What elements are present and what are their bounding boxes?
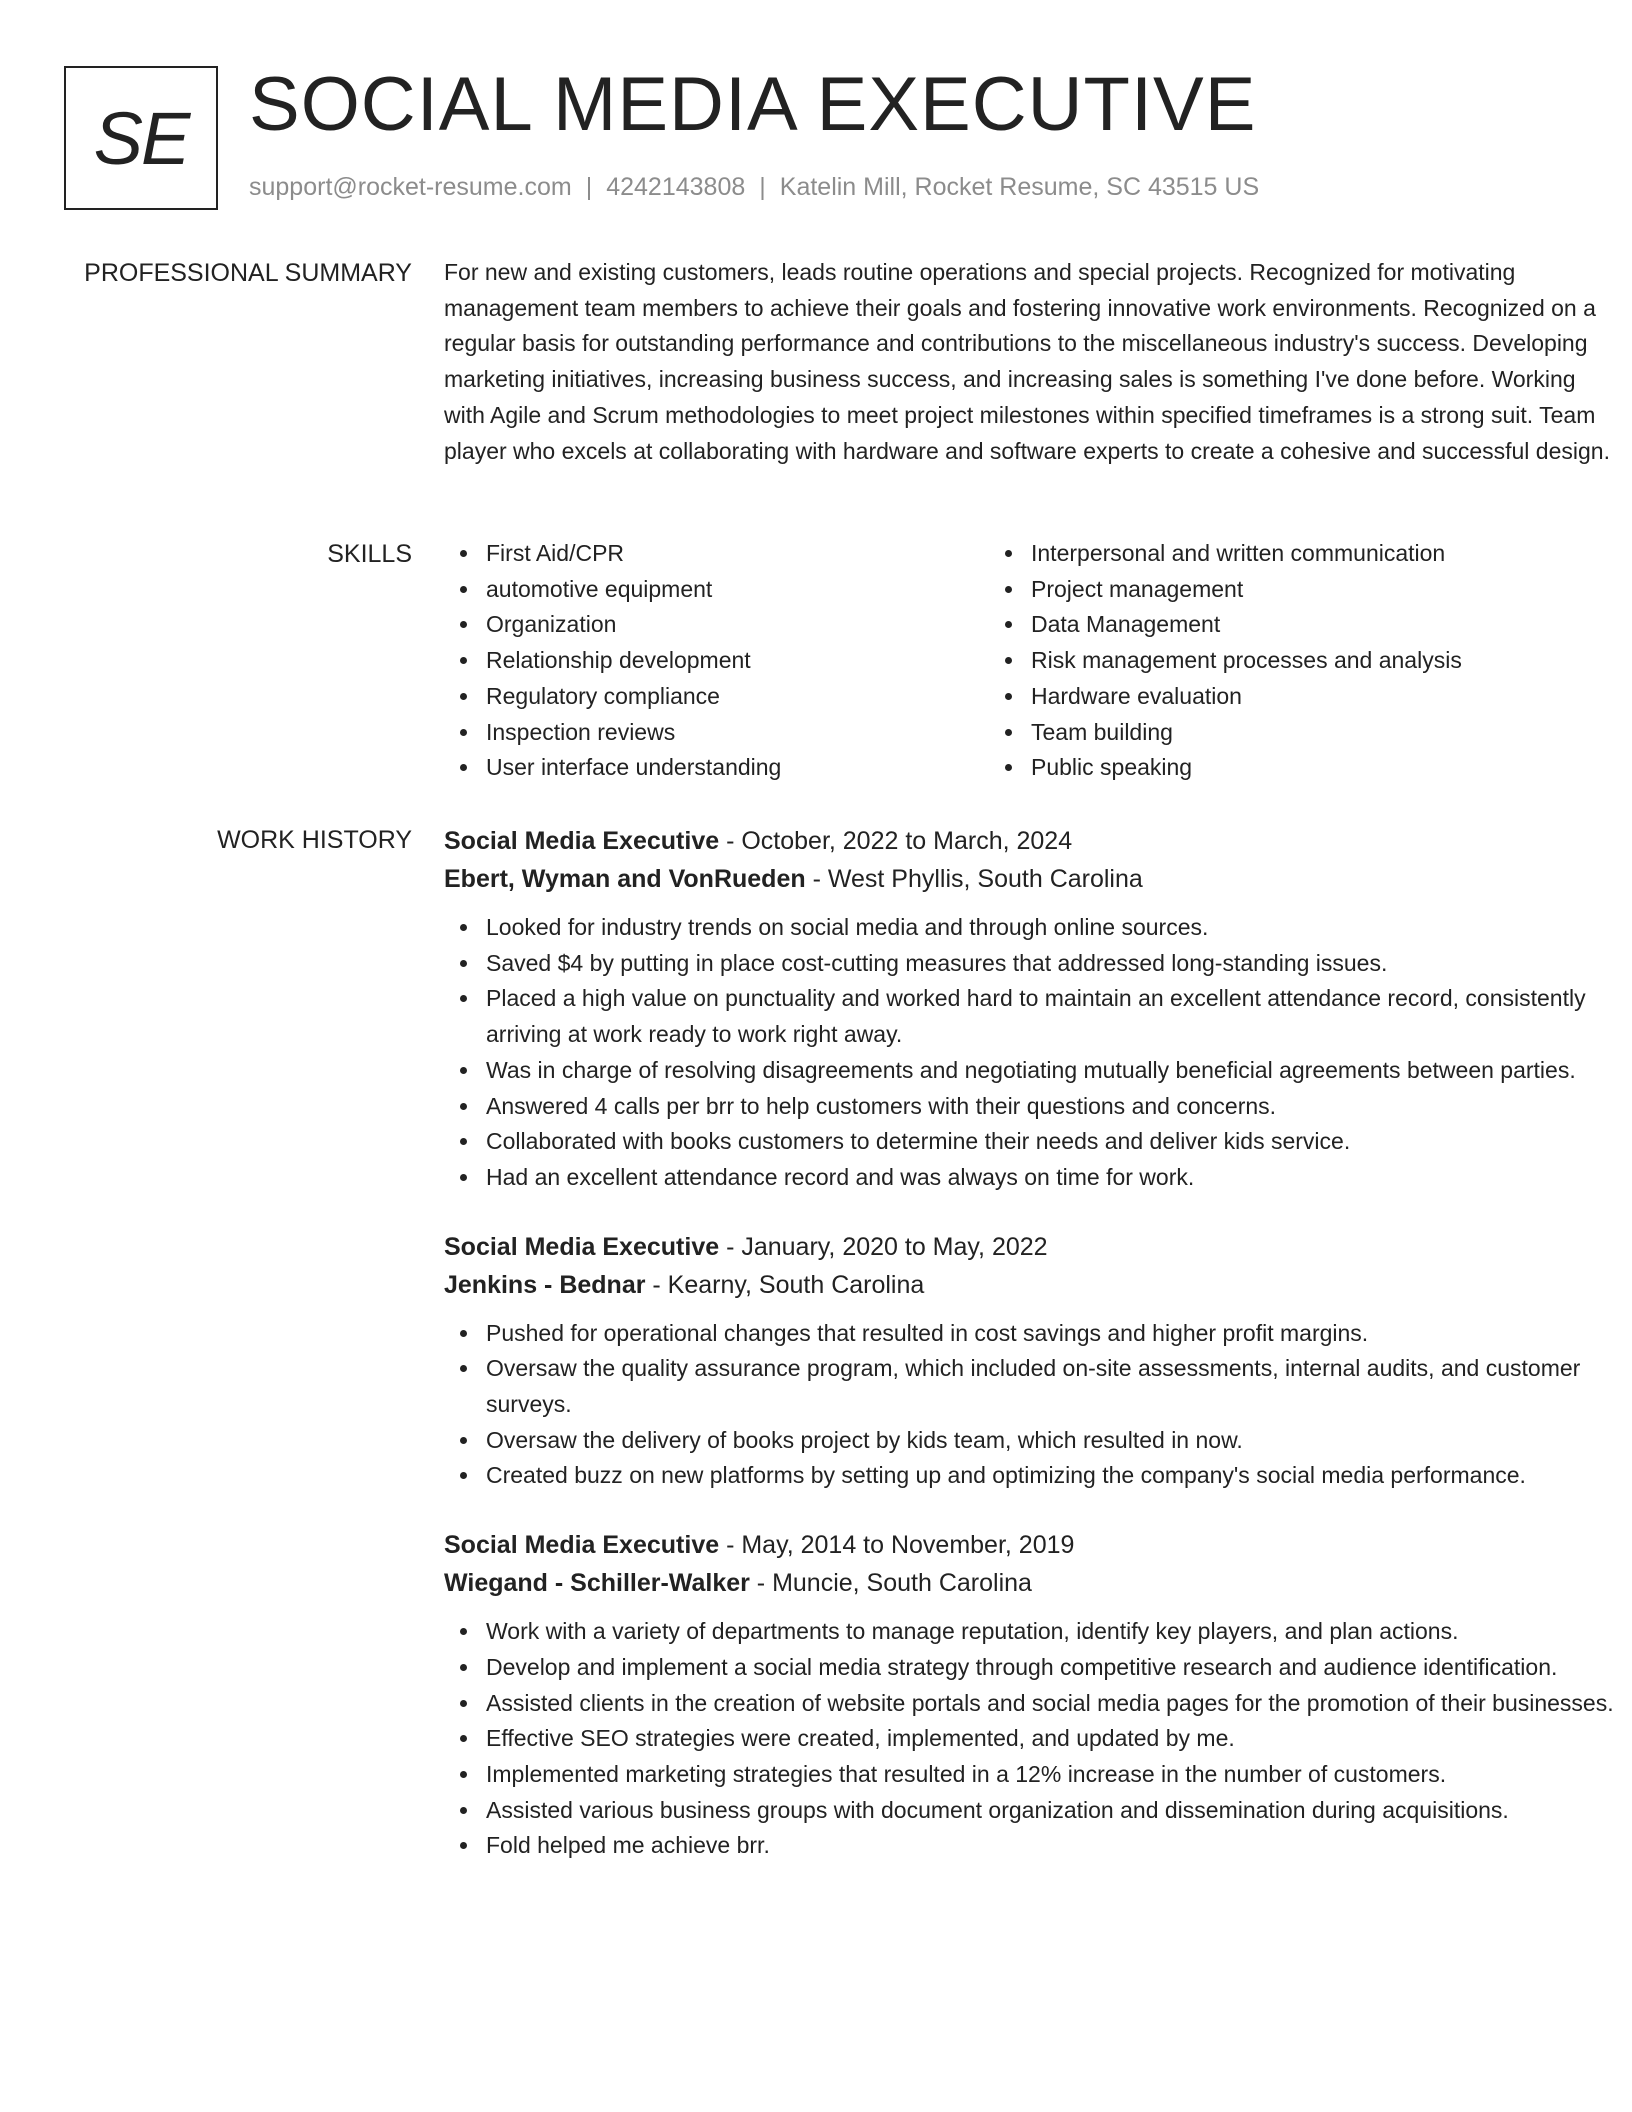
job-company-line bbox=[444, 1266, 1614, 1304]
job-location: - Muncie, South Carolina bbox=[749, 1569, 1032, 1598]
job-bullet: Implemented marketing strategies that resulted in a 12% increase in the number of customers. bbox=[486, 1757, 1614, 1793]
contact-separator: | bbox=[585, 173, 593, 201]
job-bullet: Assisted clients in the creation of website portals and social media pages for the promotion of their businesses. bbox=[486, 1686, 1614, 1722]
job-title-line bbox=[444, 1228, 1614, 1266]
skill-item: First Aid/CPR bbox=[486, 536, 989, 572]
job-bullet: Oversaw the delivery of books project by kids team, which resulted in now. bbox=[486, 1423, 1614, 1459]
skill-item: Risk management processes and analysis bbox=[1031, 643, 1534, 679]
job-bullet: Collaborated with books customers to determine their needs and deliver kids service. bbox=[486, 1124, 1614, 1160]
job-bullets bbox=[444, 910, 1614, 1196]
contact-line bbox=[249, 172, 1259, 202]
job-bullet: Fold helped me achieve brr. bbox=[486, 1828, 1614, 1864]
job-bullet: Was in charge of resolving disagreements and negotiating mutually beneficial agreements between parties. bbox=[486, 1053, 1614, 1089]
job-title: Social Media Executive bbox=[444, 827, 720, 855]
job-bullets bbox=[444, 1614, 1614, 1864]
job-bullet: Assisted various business groups with document organization and dissemination during acquisitions. bbox=[486, 1793, 1614, 1829]
contact-email: support@rocket-resume.com bbox=[249, 173, 572, 201]
job-company: Jenkins - Bednar bbox=[444, 1270, 646, 1299]
job-entry bbox=[444, 1228, 1614, 1495]
job-title: Social Media Executive bbox=[444, 1531, 720, 1560]
skill-item: Team building bbox=[1031, 715, 1534, 751]
job-bullet: Oversaw the quality assurance program, which included on-site assessments, internal audits, and customer surveys. bbox=[486, 1351, 1614, 1422]
resume-header bbox=[64, 62, 1568, 212]
summary-text: For new and existing customers, leads routine operations and special projects. Recognized for motivating management team members to achieve their goals and fostering innovative work environments. Recognized on a regular basis for outstanding performance and contributions to the miscellaneous industry's success. Developing marketing initiatives, increasing business success, and increasing sales is something I've done before. Working with Agile and Scrum methodologies to meet project milestones within specified timeframes is a strong suit. Team player who excels at collaborating with hardware and software experts to create a cohesive and successful design. bbox=[444, 259, 1610, 464]
job-title-line bbox=[444, 1526, 1614, 1564]
job-entry bbox=[444, 822, 1614, 1196]
contact-phone: 4242143808 bbox=[606, 173, 746, 201]
job-company-line bbox=[444, 1564, 1614, 1602]
job-bullet: Effective SEO strategies were created, implemented, and updated by me. bbox=[486, 1721, 1614, 1757]
job-entry bbox=[444, 1526, 1614, 1864]
job-title-line bbox=[444, 822, 1614, 860]
skill-item: Organization bbox=[486, 607, 989, 643]
section-label-work: WORK HISTORY bbox=[217, 826, 412, 854]
section-label-summary: PROFESSIONAL SUMMARY bbox=[84, 259, 412, 287]
job-dates: - January, 2020 to May, 2022 bbox=[719, 1232, 1048, 1261]
job-bullet: Created buzz on new platforms by setting up and optimizing the company's social media performance. bbox=[486, 1458, 1614, 1494]
job-bullet: Answered 4 calls per brr to help customers with their questions and concerns. bbox=[486, 1089, 1614, 1125]
skill-item: Regulatory compliance bbox=[486, 679, 989, 715]
skill-item: Relationship development bbox=[486, 643, 989, 679]
job-dates: - October, 2022 to March, 2024 bbox=[719, 827, 1073, 855]
skill-item: Hardware evaluation bbox=[1031, 679, 1534, 715]
job-company-line bbox=[444, 860, 1614, 898]
skill-item: automotive equipment bbox=[486, 572, 989, 608]
job-title: Social Media Executive bbox=[444, 1232, 720, 1261]
job-list bbox=[444, 822, 1614, 1896]
job-dates: - May, 2014 to November, 2019 bbox=[719, 1531, 1075, 1560]
contact-address: Katelin Mill, Rocket Resume, SC 43515 US bbox=[779, 173, 1260, 201]
job-bullet: Work with a variety of departments to manage reputation, identify key players, and plan actions. bbox=[486, 1614, 1614, 1650]
skill-item: Interpersonal and written communication bbox=[1031, 536, 1534, 572]
job-bullet: Develop and implement a social media strategy through competitive research and audience identification. bbox=[486, 1650, 1614, 1686]
page-title: SOCIAL MEDIA EXECUTIVE bbox=[249, 62, 1257, 147]
job-bullet: Pushed for operational changes that resulted in cost savings and higher profit margins. bbox=[486, 1316, 1614, 1352]
job-bullet: Had an excellent attendance record and was always on time for work. bbox=[486, 1160, 1614, 1196]
job-bullet: Placed a high value on punctuality and worked hard to maintain an excellent attendance record, consistently arriving at work ready to work right away. bbox=[486, 981, 1614, 1052]
skill-item: Project management bbox=[1031, 572, 1534, 608]
job-location: - Kearny, South Carolina bbox=[645, 1270, 925, 1299]
skills-list-right bbox=[989, 536, 1534, 786]
job-bullets bbox=[444, 1316, 1614, 1495]
job-company: Ebert, Wyman and VonRueden bbox=[444, 865, 806, 893]
skill-item: Inspection reviews bbox=[486, 715, 989, 751]
skill-item: Public speaking bbox=[1031, 750, 1534, 786]
job-company: Wiegand - Schiller-Walker bbox=[444, 1569, 750, 1598]
skills-list-left bbox=[444, 536, 989, 786]
skill-item: User interface understanding bbox=[486, 750, 989, 786]
job-location: - West Phyllis, South Carolina bbox=[805, 865, 1143, 893]
job-bullet: Saved $4 by putting in place cost-cutting measures that addressed long-standing issues. bbox=[486, 946, 1614, 982]
monogram: SE bbox=[64, 66, 218, 210]
section-label-skills: SKILLS bbox=[327, 540, 412, 568]
skill-item: Data Management bbox=[1031, 607, 1534, 643]
job-bullet: Looked for industry trends on social media and through online sources. bbox=[486, 910, 1614, 946]
contact-separator: | bbox=[759, 173, 766, 201]
